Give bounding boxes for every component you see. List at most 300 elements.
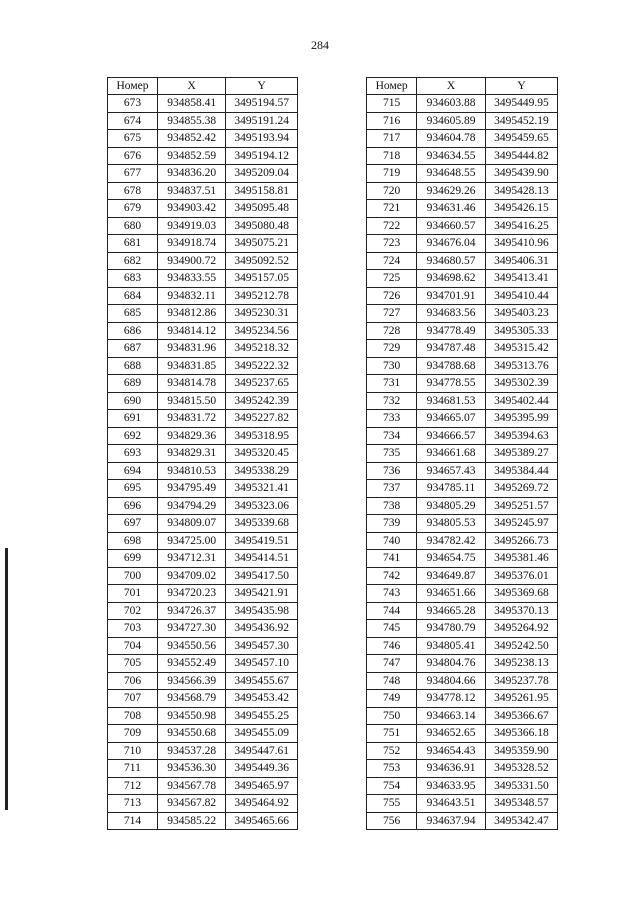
y-coordinate-cell: 3495455.67 xyxy=(226,672,298,690)
y-coordinate-cell: 3495157.05 xyxy=(226,270,298,288)
table-row xyxy=(367,777,558,795)
x-coordinate-cell: 934836.20 xyxy=(157,165,225,183)
table-row xyxy=(367,235,558,253)
point-number-cell: 717 xyxy=(367,130,417,148)
point-number-cell: 750 xyxy=(367,707,417,725)
y-coordinate-cell: 3495384.44 xyxy=(485,462,557,480)
x-coordinate-cell: 934831.85 xyxy=(157,357,225,375)
table-row xyxy=(367,165,558,183)
x-coordinate-cell: 934829.36 xyxy=(157,427,225,445)
x-coordinate-cell: 934666.57 xyxy=(417,427,486,445)
y-coordinate-cell: 3495339.68 xyxy=(226,515,298,533)
table-row xyxy=(108,462,298,480)
table-row xyxy=(367,427,558,445)
y-coordinate-cell: 3495302.39 xyxy=(485,375,557,393)
table-row xyxy=(367,812,558,830)
margin-scan-mark xyxy=(5,548,8,810)
y-coordinate-cell: 3495459.65 xyxy=(485,130,557,148)
y-coordinate-cell: 3495436.92 xyxy=(226,620,298,638)
table-row xyxy=(108,375,298,393)
x-coordinate-cell: 934903.42 xyxy=(157,200,225,218)
table-row xyxy=(108,707,298,725)
y-coordinate-cell: 3495092.52 xyxy=(226,252,298,270)
y-coordinate-cell: 3495095.48 xyxy=(226,200,298,218)
table-row xyxy=(108,672,298,690)
table-row xyxy=(108,742,298,760)
point-number-cell: 723 xyxy=(367,235,417,253)
x-coordinate-cell: 934654.43 xyxy=(417,742,486,760)
y-coordinate-cell: 3495449.95 xyxy=(485,95,557,113)
table-row xyxy=(108,550,298,568)
x-coordinate-cell: 934665.28 xyxy=(417,602,486,620)
x-coordinate-cell: 934918.74 xyxy=(157,235,225,253)
point-number-cell: 719 xyxy=(367,165,417,183)
table-row xyxy=(367,480,558,498)
x-coordinate-cell: 934633.95 xyxy=(417,777,486,795)
x-coordinate-cell: 934712.31 xyxy=(157,550,225,568)
x-coordinate-cell: 934810.53 xyxy=(157,462,225,480)
x-coordinate-cell: 934812.86 xyxy=(157,305,225,323)
y-coordinate-cell: 3495318.95 xyxy=(226,427,298,445)
x-coordinate-cell: 934829.31 xyxy=(157,445,225,463)
page-number: 284 xyxy=(311,38,329,52)
table-row xyxy=(108,340,298,358)
point-number-cell: 699 xyxy=(108,550,158,568)
table-row xyxy=(367,742,558,760)
x-coordinate-cell: 934681.53 xyxy=(417,392,486,410)
x-coordinate-cell: 934680.57 xyxy=(417,252,486,270)
point-number-cell: 713 xyxy=(108,795,158,813)
x-coordinate-cell: 934649.87 xyxy=(417,567,486,585)
point-number-cell: 747 xyxy=(367,655,417,673)
x-coordinate-cell: 934604.78 xyxy=(417,130,486,148)
x-coordinate-cell: 934727.30 xyxy=(157,620,225,638)
table-row xyxy=(367,585,558,603)
table-row xyxy=(367,567,558,585)
point-number-cell: 738 xyxy=(367,497,417,515)
table-row xyxy=(367,410,558,428)
point-number-cell: 727 xyxy=(367,305,417,323)
table-row xyxy=(108,392,298,410)
x-coordinate-cell: 934631.46 xyxy=(417,200,486,218)
x-coordinate-cell: 934654.75 xyxy=(417,550,486,568)
point-number-cell: 694 xyxy=(108,462,158,480)
x-coordinate-cell: 934701.91 xyxy=(417,287,486,305)
y-coordinate-cell: 3495369.68 xyxy=(485,585,557,603)
y-coordinate-cell: 3495348.57 xyxy=(485,795,557,813)
y-coordinate-cell: 3495245.97 xyxy=(485,515,557,533)
y-coordinate-cell: 3495457.30 xyxy=(226,637,298,655)
point-number-cell: 715 xyxy=(367,95,417,113)
y-coordinate-cell: 3495237.65 xyxy=(226,375,298,393)
coordinates-table-left xyxy=(107,77,298,830)
y-coordinate-cell: 3495075.21 xyxy=(226,235,298,253)
y-coordinate-cell: 3495194.57 xyxy=(226,95,298,113)
table-row xyxy=(367,515,558,533)
table-row xyxy=(108,497,298,515)
point-number-cell: 700 xyxy=(108,567,158,585)
table-row xyxy=(367,147,558,165)
point-number-cell: 701 xyxy=(108,585,158,603)
point-number-cell: 709 xyxy=(108,725,158,743)
point-number-cell: 697 xyxy=(108,515,158,533)
y-coordinate-cell: 3495222.32 xyxy=(226,357,298,375)
header-y: Y xyxy=(226,78,298,95)
x-coordinate-cell: 934831.72 xyxy=(157,410,225,428)
x-coordinate-cell: 934629.26 xyxy=(417,182,486,200)
y-coordinate-cell: 3495230.31 xyxy=(226,305,298,323)
x-coordinate-cell: 934536.30 xyxy=(157,760,225,778)
point-number-cell: 698 xyxy=(108,532,158,550)
table-row xyxy=(108,217,298,235)
x-coordinate-cell: 934636.91 xyxy=(417,760,486,778)
table-row xyxy=(108,235,298,253)
table-row xyxy=(108,305,298,323)
table-row xyxy=(108,567,298,585)
y-coordinate-cell: 3495455.25 xyxy=(226,707,298,725)
point-number-cell: 690 xyxy=(108,392,158,410)
x-coordinate-cell: 934568.79 xyxy=(157,690,225,708)
x-coordinate-cell: 934651.66 xyxy=(417,585,486,603)
point-number-cell: 754 xyxy=(367,777,417,795)
table-row xyxy=(367,725,558,743)
table-row xyxy=(108,515,298,533)
table-row xyxy=(108,480,298,498)
point-number-cell: 722 xyxy=(367,217,417,235)
y-coordinate-cell: 3495417.50 xyxy=(226,567,298,585)
point-number-cell: 743 xyxy=(367,585,417,603)
point-number-cell: 679 xyxy=(108,200,158,218)
x-coordinate-cell: 934605.89 xyxy=(417,112,486,130)
y-coordinate-cell: 3495395.99 xyxy=(485,410,557,428)
x-coordinate-cell: 934725.00 xyxy=(157,532,225,550)
x-coordinate-cell: 934537.28 xyxy=(157,742,225,760)
table-row xyxy=(108,812,298,830)
point-number-cell: 696 xyxy=(108,497,158,515)
coordinates-table-right xyxy=(366,77,558,830)
y-coordinate-cell: 3495370.13 xyxy=(485,602,557,620)
y-coordinate-cell: 3495158.81 xyxy=(226,182,298,200)
point-number-cell: 681 xyxy=(108,235,158,253)
x-coordinate-cell: 934709.02 xyxy=(157,567,225,585)
table-row xyxy=(108,182,298,200)
header-x: X xyxy=(417,78,486,95)
point-number-cell: 751 xyxy=(367,725,417,743)
x-coordinate-cell: 934795.49 xyxy=(157,480,225,498)
y-coordinate-cell: 3495453.42 xyxy=(226,690,298,708)
point-number-cell: 689 xyxy=(108,375,158,393)
point-number-cell: 724 xyxy=(367,252,417,270)
point-number-cell: 675 xyxy=(108,130,158,148)
table-row xyxy=(367,620,558,638)
y-coordinate-cell: 3495449.36 xyxy=(226,760,298,778)
x-coordinate-cell: 934567.82 xyxy=(157,795,225,813)
point-number-cell: 737 xyxy=(367,480,417,498)
table-row xyxy=(367,182,558,200)
point-number-cell: 710 xyxy=(108,742,158,760)
table-row xyxy=(108,112,298,130)
table-row xyxy=(108,130,298,148)
table-row xyxy=(108,655,298,673)
x-coordinate-cell: 934794.29 xyxy=(157,497,225,515)
header-y: Y xyxy=(485,78,557,95)
x-coordinate-cell: 934657.43 xyxy=(417,462,486,480)
x-coordinate-cell: 934778.49 xyxy=(417,322,486,340)
x-coordinate-cell: 934852.59 xyxy=(157,147,225,165)
point-number-cell: 685 xyxy=(108,305,158,323)
x-coordinate-cell: 934814.78 xyxy=(157,375,225,393)
x-coordinate-cell: 934788.68 xyxy=(417,357,486,375)
table-row xyxy=(367,690,558,708)
x-coordinate-cell: 934585.22 xyxy=(157,812,225,830)
point-number-cell: 673 xyxy=(108,95,158,113)
point-number-cell: 739 xyxy=(367,515,417,533)
table-row xyxy=(367,217,558,235)
table-row xyxy=(367,95,558,113)
x-coordinate-cell: 934550.98 xyxy=(157,707,225,725)
table-row xyxy=(108,147,298,165)
y-coordinate-cell: 3495389.27 xyxy=(485,445,557,463)
point-number-cell: 712 xyxy=(108,777,158,795)
y-coordinate-cell: 3495212.78 xyxy=(226,287,298,305)
point-number-cell: 721 xyxy=(367,200,417,218)
table-row xyxy=(367,130,558,148)
point-number-cell: 732 xyxy=(367,392,417,410)
x-coordinate-cell: 934858.41 xyxy=(157,95,225,113)
point-number-cell: 728 xyxy=(367,322,417,340)
x-coordinate-cell: 934652.65 xyxy=(417,725,486,743)
x-coordinate-cell: 934804.76 xyxy=(417,655,486,673)
x-coordinate-cell: 934815.50 xyxy=(157,392,225,410)
point-number-cell: 726 xyxy=(367,287,417,305)
point-number-cell: 735 xyxy=(367,445,417,463)
x-coordinate-cell: 934634.55 xyxy=(417,147,486,165)
point-number-cell: 678 xyxy=(108,182,158,200)
x-coordinate-cell: 934809.07 xyxy=(157,515,225,533)
table-row xyxy=(108,165,298,183)
table-row xyxy=(367,707,558,725)
table-row xyxy=(108,287,298,305)
table-row xyxy=(367,602,558,620)
x-coordinate-cell: 934698.62 xyxy=(417,270,486,288)
y-coordinate-cell: 3495320.45 xyxy=(226,445,298,463)
point-number-cell: 753 xyxy=(367,760,417,778)
point-number-cell: 693 xyxy=(108,445,158,463)
point-number-cell: 741 xyxy=(367,550,417,568)
x-coordinate-cell: 934831.96 xyxy=(157,340,225,358)
x-coordinate-cell: 934648.55 xyxy=(417,165,486,183)
table-row xyxy=(108,95,298,113)
point-number-cell: 742 xyxy=(367,567,417,585)
y-coordinate-cell: 3495366.67 xyxy=(485,707,557,725)
x-coordinate-cell: 934683.56 xyxy=(417,305,486,323)
table-row xyxy=(108,200,298,218)
y-coordinate-cell: 3495419.51 xyxy=(226,532,298,550)
x-coordinate-cell: 934833.55 xyxy=(157,270,225,288)
point-number-cell: 745 xyxy=(367,620,417,638)
table-row xyxy=(367,550,558,568)
y-coordinate-cell: 3495455.09 xyxy=(226,725,298,743)
point-number-cell: 707 xyxy=(108,690,158,708)
table-row xyxy=(367,375,558,393)
y-coordinate-cell: 3495266.73 xyxy=(485,532,557,550)
y-coordinate-cell: 3495439.90 xyxy=(485,165,557,183)
y-coordinate-cell: 3495227.82 xyxy=(226,410,298,428)
y-coordinate-cell: 3495191.24 xyxy=(226,112,298,130)
y-coordinate-cell: 3495376.01 xyxy=(485,567,557,585)
point-number-cell: 714 xyxy=(108,812,158,830)
x-coordinate-cell: 934566.39 xyxy=(157,672,225,690)
x-coordinate-cell: 934676.04 xyxy=(417,235,486,253)
x-coordinate-cell: 934778.12 xyxy=(417,690,486,708)
table-row xyxy=(367,357,558,375)
x-coordinate-cell: 934805.53 xyxy=(417,515,486,533)
point-number-cell: 731 xyxy=(367,375,417,393)
point-number-cell: 691 xyxy=(108,410,158,428)
y-coordinate-cell: 3495193.94 xyxy=(226,130,298,148)
point-number-cell: 682 xyxy=(108,252,158,270)
table-row xyxy=(108,760,298,778)
point-number-cell: 684 xyxy=(108,287,158,305)
point-number-cell: 686 xyxy=(108,322,158,340)
x-coordinate-cell: 934660.57 xyxy=(417,217,486,235)
x-coordinate-cell: 934805.41 xyxy=(417,637,486,655)
table-row xyxy=(367,760,558,778)
point-number-cell: 674 xyxy=(108,112,158,130)
point-number-cell: 704 xyxy=(108,637,158,655)
table-row xyxy=(367,497,558,515)
table-row xyxy=(367,270,558,288)
point-number-cell: 677 xyxy=(108,165,158,183)
y-coordinate-cell: 3495444.82 xyxy=(485,147,557,165)
y-coordinate-cell: 3495394.63 xyxy=(485,427,557,445)
y-coordinate-cell: 3495457.10 xyxy=(226,655,298,673)
table-row xyxy=(108,445,298,463)
point-number-cell: 729 xyxy=(367,340,417,358)
table-row xyxy=(367,340,558,358)
table-row xyxy=(108,270,298,288)
x-coordinate-cell: 934804.66 xyxy=(417,672,486,690)
point-number-cell: 740 xyxy=(367,532,417,550)
point-number-cell: 683 xyxy=(108,270,158,288)
point-number-cell: 736 xyxy=(367,462,417,480)
y-coordinate-cell: 3495465.66 xyxy=(226,812,298,830)
point-number-cell: 695 xyxy=(108,480,158,498)
y-coordinate-cell: 3495218.32 xyxy=(226,340,298,358)
table-row xyxy=(108,777,298,795)
y-coordinate-cell: 3495410.96 xyxy=(485,235,557,253)
y-coordinate-cell: 3495447.61 xyxy=(226,742,298,760)
y-coordinate-cell: 3495452.19 xyxy=(485,112,557,130)
y-coordinate-cell: 3495234.56 xyxy=(226,322,298,340)
y-coordinate-cell: 3495331.50 xyxy=(485,777,557,795)
y-coordinate-cell: 3495428.13 xyxy=(485,182,557,200)
point-number-cell: 705 xyxy=(108,655,158,673)
table-row xyxy=(108,795,298,813)
y-coordinate-cell: 3495209.04 xyxy=(226,165,298,183)
y-coordinate-cell: 3495366.18 xyxy=(485,725,557,743)
y-coordinate-cell: 3495237.78 xyxy=(485,672,557,690)
y-coordinate-cell: 3495421.91 xyxy=(226,585,298,603)
table-header-row xyxy=(367,78,558,95)
y-coordinate-cell: 3495465.97 xyxy=(226,777,298,795)
y-coordinate-cell: 3495381.46 xyxy=(485,550,557,568)
table-row xyxy=(367,200,558,218)
table-row xyxy=(367,252,558,270)
x-coordinate-cell: 934814.12 xyxy=(157,322,225,340)
table-row xyxy=(367,112,558,130)
table-row xyxy=(367,445,558,463)
table-row xyxy=(108,602,298,620)
point-number-cell: 687 xyxy=(108,340,158,358)
y-coordinate-cell: 3495080.48 xyxy=(226,217,298,235)
x-coordinate-cell: 934720.23 xyxy=(157,585,225,603)
x-coordinate-cell: 934603.88 xyxy=(417,95,486,113)
y-coordinate-cell: 3495338.29 xyxy=(226,462,298,480)
point-number-cell: 688 xyxy=(108,357,158,375)
point-number-cell: 744 xyxy=(367,602,417,620)
table-row xyxy=(108,725,298,743)
y-coordinate-cell: 3495313.76 xyxy=(485,357,557,375)
table-row xyxy=(108,585,298,603)
table-row xyxy=(367,532,558,550)
y-coordinate-cell: 3495261.95 xyxy=(485,690,557,708)
x-coordinate-cell: 934837.51 xyxy=(157,182,225,200)
x-coordinate-cell: 934778.55 xyxy=(417,375,486,393)
table-row xyxy=(367,637,558,655)
x-coordinate-cell: 934832.11 xyxy=(157,287,225,305)
table-row xyxy=(108,322,298,340)
table-row xyxy=(367,305,558,323)
y-coordinate-cell: 3495264.92 xyxy=(485,620,557,638)
point-number-cell: 733 xyxy=(367,410,417,428)
y-coordinate-cell: 3495406.31 xyxy=(485,252,557,270)
table-row xyxy=(367,655,558,673)
table-row xyxy=(108,532,298,550)
table-row xyxy=(367,322,558,340)
y-coordinate-cell: 3495305.33 xyxy=(485,322,557,340)
y-coordinate-cell: 3495416.25 xyxy=(485,217,557,235)
y-coordinate-cell: 3495426.15 xyxy=(485,200,557,218)
y-coordinate-cell: 3495328.52 xyxy=(485,760,557,778)
point-number-cell: 755 xyxy=(367,795,417,813)
y-coordinate-cell: 3495251.57 xyxy=(485,497,557,515)
table-row xyxy=(367,462,558,480)
table-row xyxy=(108,410,298,428)
table-row xyxy=(367,672,558,690)
y-coordinate-cell: 3495435.98 xyxy=(226,602,298,620)
x-coordinate-cell: 934550.68 xyxy=(157,725,225,743)
y-coordinate-cell: 3495269.72 xyxy=(485,480,557,498)
header-number: Номер xyxy=(108,78,158,95)
point-number-cell: 752 xyxy=(367,742,417,760)
x-coordinate-cell: 934665.07 xyxy=(417,410,486,428)
y-coordinate-cell: 3495242.50 xyxy=(485,637,557,655)
x-coordinate-cell: 934855.38 xyxy=(157,112,225,130)
y-coordinate-cell: 3495342.47 xyxy=(485,812,557,830)
table-row xyxy=(108,637,298,655)
x-coordinate-cell: 934567.78 xyxy=(157,777,225,795)
x-coordinate-cell: 934787.48 xyxy=(417,340,486,358)
point-number-cell: 756 xyxy=(367,812,417,830)
y-coordinate-cell: 3495410.44 xyxy=(485,287,557,305)
point-number-cell: 711 xyxy=(108,760,158,778)
y-coordinate-cell: 3495359.90 xyxy=(485,742,557,760)
point-number-cell: 718 xyxy=(367,147,417,165)
x-coordinate-cell: 934726.37 xyxy=(157,602,225,620)
y-coordinate-cell: 3495194.12 xyxy=(226,147,298,165)
x-coordinate-cell: 934637.94 xyxy=(417,812,486,830)
